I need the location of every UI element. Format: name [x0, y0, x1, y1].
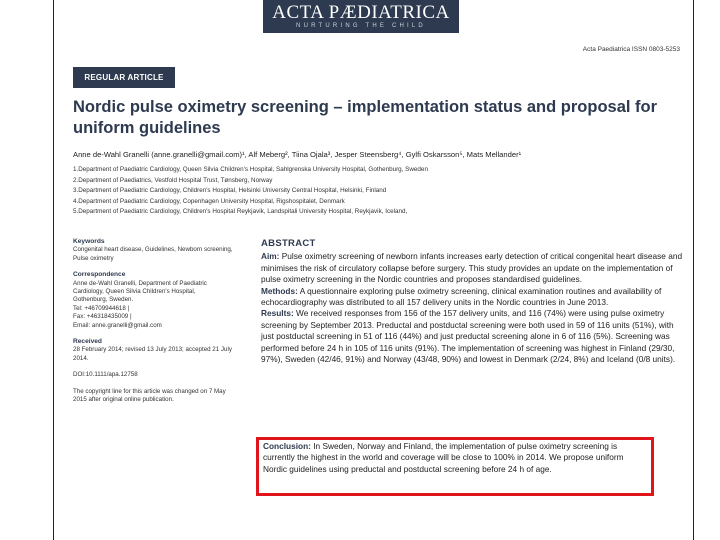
results-text: We received responses from 156 of the 157 delivery units, and 116 (74%) were using pulse oximetry screening by September 2013. Preductal and postductal screening were both used in 59 of 116 units (51%), with just postductal screening in 51 of 116 (44%) and just preductal screening alone in 6 of 116 (5%). Screening was performed before 24 h in 105 of 116 units (91%). The implementation of screening was highest in Finland (29/30, 97%), Sweden (42/46, 91%) and Norway (43/48, 90%) and lowest in Denmark (2/24, 8%) and Iceland (0/8 units). [261, 308, 676, 365]
correspondence-line: Cardiology, Queen Silvia Children's Hospital, [73, 288, 196, 296]
correspondence-line: Email: anne.granelli@gmail.com [73, 321, 162, 329]
journal-tagline: NURTURING THE CHILD [296, 23, 426, 29]
abstract-aim [261, 251, 683, 285]
affiliation-item: 4.Department of Paediatric Cardiology, Copenhagen University Hospital, Rigshospitalet, Denmark [73, 197, 345, 205]
journal-name: ACTA PÆDIATRICA [272, 2, 450, 23]
methods-label: Methods: [261, 285, 298, 296]
article-sidebar [73, 238, 235, 413]
doi-block [73, 371, 235, 379]
affiliation-item: 2.Department of Paediatrics, Vestfold Hospital Trust, Tønsberg, Norway [73, 176, 273, 184]
keywords-block [73, 238, 235, 263]
article-type-badge: REGULAR ARTICLE [73, 67, 175, 88]
correspondence-block [73, 271, 235, 330]
conclusion-highlight-box [256, 437, 654, 496]
aim-label: Aim: [261, 251, 280, 262]
affiliation-item: 5.Department of Paediatric Cardiology, Children's Hospital Reykjavik, Landspitali University Hospital, Reykjavik, Iceland, [73, 208, 408, 216]
conclusion-label: Conclusion: [263, 441, 311, 451]
correspondence-line: Tel: +46709944618 | [73, 304, 130, 312]
page-border-right [693, 0, 694, 540]
received-text: 28 February 2014; revised 13 July 2013; accepted 21 July 2014. [73, 346, 232, 362]
copyright-note: The copyright line for this article was changed on 7 May 2015 after original online publication. [73, 387, 226, 404]
correspondence-line: Anne de-Wahl Granelli, Department of Paediatric [73, 279, 207, 287]
correspondence-line: Gothenburg, Sweden. [73, 296, 134, 304]
methods-text: A questionnaire exploring pulse oximetry screening, clinical examination routines and availability of echocardiography was distributed to all 157 delivery units in the Nordic countries in June 2013. [261, 285, 662, 308]
received-block [73, 338, 235, 363]
author-list: Anne de-Wahl Granelli (anne.granelli@gmail.com)¹, Alf Meberg², Tiina Ojala³, Jesper Steensberg⁴, Gylfi Oskarsson⁵, Mats Mellander¹ [73, 150, 522, 159]
doi-text: DOI:10.1111/apa.12758 [73, 371, 138, 379]
abstract-results [261, 308, 683, 365]
conclusion-text: In Sweden, Norway and Finland, the implementation of pulse oximetry screening is currently the highest in the world and coverage will be close to 100% in 2014. We propose uniform Nordic guidelines using preductal and postductal screening before 24 h of age. [263, 441, 624, 474]
abstract-heading: ABSTRACT [261, 238, 316, 249]
keywords-heading: Keywords [73, 238, 105, 245]
page-border-left [53, 0, 54, 540]
journal-masthead [263, 0, 459, 33]
abstract-section [261, 238, 683, 365]
keywords-text: Congenital heart disease, Guidelines, Newborn screening, Pulse oximetry [73, 246, 233, 262]
abstract-methods [261, 286, 683, 309]
correspondence-line: Fax: +46318435009 | [73, 313, 132, 321]
article-title: Nordic pulse oximetry screening – implementation status and proposal for uniform guidelines [73, 98, 658, 137]
affiliation-list [73, 165, 613, 218]
received-heading: Received [73, 338, 102, 346]
results-label: Results: [261, 308, 294, 319]
correspondence-heading: Correspondence [73, 271, 126, 279]
journal-issn: Acta Paediatrica ISSN 0803-5253 [582, 46, 680, 53]
aim-text: Pulse oximetry screening of newborn infants increases early detection of critical congenital heart disease and minimises the risk of circulatory collapse before surgery. This study provides an update on the implementation of pulse oximetry screening in the Nordic countries and proposes standardised guidelines. [261, 251, 683, 285]
affiliation-item: 3.Department of Paediatric Cardiology, Children's Hospital, Helsinki University Central Hospital, Helsinki, Finland [73, 187, 387, 195]
copyright-block [73, 388, 235, 405]
affiliation-item: 1.Department of Paediatric Cardiology, Queen Silvia Children's Hospital, Sahlgrenska University Hospital, Gothenburg, Sweden [73, 166, 428, 173]
